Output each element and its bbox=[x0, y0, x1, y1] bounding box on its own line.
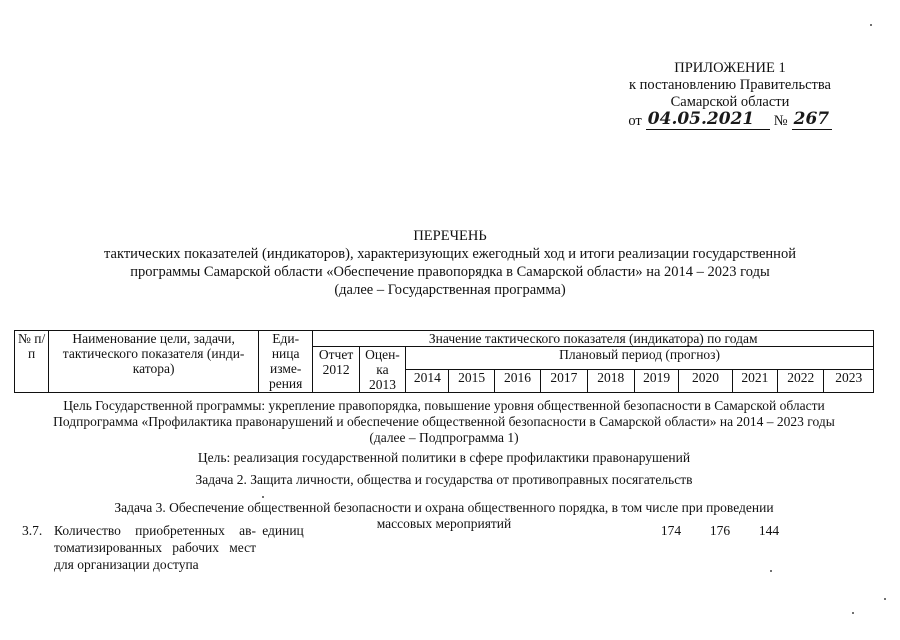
appendix-line-1: к постановлению Правительства bbox=[629, 77, 831, 93]
header-year: 2022 bbox=[778, 370, 824, 393]
header-planned: Плановый период (прогноз) bbox=[406, 347, 874, 370]
header-name: Наименование цели, задачи, тактического показателя (инди- катора) bbox=[49, 331, 259, 393]
appendix-header bbox=[610, 60, 850, 130]
header-year: 2014 bbox=[406, 370, 449, 393]
task-3-line-2: массовых мероприятий bbox=[376, 516, 512, 531]
header-estimate: Оцен- ка 2013 bbox=[359, 347, 405, 393]
handwritten-number: 267 bbox=[793, 109, 830, 129]
program-goal: Цель Государственной программы: укрепление правопорядка, повышение уровня общественной безопасности в Самарской области bbox=[63, 398, 825, 413]
header-year: 2019 bbox=[634, 370, 678, 393]
scan-speck bbox=[262, 496, 264, 498]
handwritten-date: 04.05.2021 bbox=[647, 109, 755, 129]
title-line-2: программы Самарской области «Обеспечение правопорядка в Самарской области» на 2014 – 2023 годы bbox=[130, 264, 770, 280]
number-label: № bbox=[773, 113, 788, 129]
subprogram-title: Подпрограмма «Профилактика правонарушений и обеспечение общественной безопасности в Самарской области» на 2014 – 2023 годы bbox=[53, 414, 835, 429]
row-unit: единиц bbox=[262, 523, 304, 538]
row-value-2019: 174 bbox=[660, 523, 682, 538]
subprogram-abbrev: (далее – Подпрограмма 1) bbox=[369, 430, 519, 445]
title-line-3: (далее – Государственная программа) bbox=[334, 282, 566, 298]
scan-speck bbox=[884, 598, 886, 600]
header-year: 2023 bbox=[824, 370, 874, 393]
row-value-2020: 176 bbox=[709, 523, 731, 538]
title-line-1: тактических показателей (индикаторов), характеризующих ежегодный ход и итоги реализации государственной bbox=[104, 246, 796, 262]
scan-speck bbox=[870, 24, 872, 26]
header-year: 2016 bbox=[494, 370, 540, 393]
row-indicator-name: Количество приобретенных ав- томатизированных рабочих мест для организации доступа bbox=[54, 523, 256, 572]
title-heading: ПЕРЕЧЕНЬ bbox=[413, 228, 487, 244]
appendix-line-2: Самарской области bbox=[670, 94, 790, 110]
document-title bbox=[40, 227, 860, 299]
indicators-table-header bbox=[14, 330, 874, 393]
header-year: 2018 bbox=[587, 370, 634, 393]
header-unit: Еди- ница изме- рения bbox=[258, 331, 312, 393]
subprogram-goal: Цель: реализация государственной политики в сфере профилактики правонарушений bbox=[197, 450, 691, 465]
task-2: Задача 2. Защита личности, общества и государства от противоправных посягательств bbox=[195, 472, 693, 487]
appendix-date-number bbox=[610, 111, 850, 130]
header-year: 2017 bbox=[541, 370, 587, 393]
header-report: Отчет 2012 bbox=[313, 347, 359, 393]
scan-speck bbox=[770, 570, 772, 572]
section-headings bbox=[14, 398, 874, 532]
header-year: 2020 bbox=[679, 370, 732, 393]
header-year: 2021 bbox=[732, 370, 777, 393]
header-values: Значение тактического показателя (индикатора) по годам bbox=[313, 331, 874, 347]
from-label: от bbox=[628, 113, 642, 129]
task-3-line-1: Задача 3. Обеспечение общественной безопасности и охрана общественного порядка, в том числе при проведении bbox=[114, 500, 774, 515]
appendix-title: ПРИЛОЖЕНИЕ 1 bbox=[674, 60, 786, 76]
header-num: № п/п bbox=[15, 331, 49, 393]
header-year: 2015 bbox=[449, 370, 494, 393]
row-number: 3.7. bbox=[22, 523, 43, 538]
row-value-2021: 144 bbox=[758, 523, 780, 538]
scan-speck bbox=[852, 612, 854, 614]
handwritten-number-field bbox=[792, 111, 832, 130]
handwritten-date-field bbox=[646, 111, 770, 130]
